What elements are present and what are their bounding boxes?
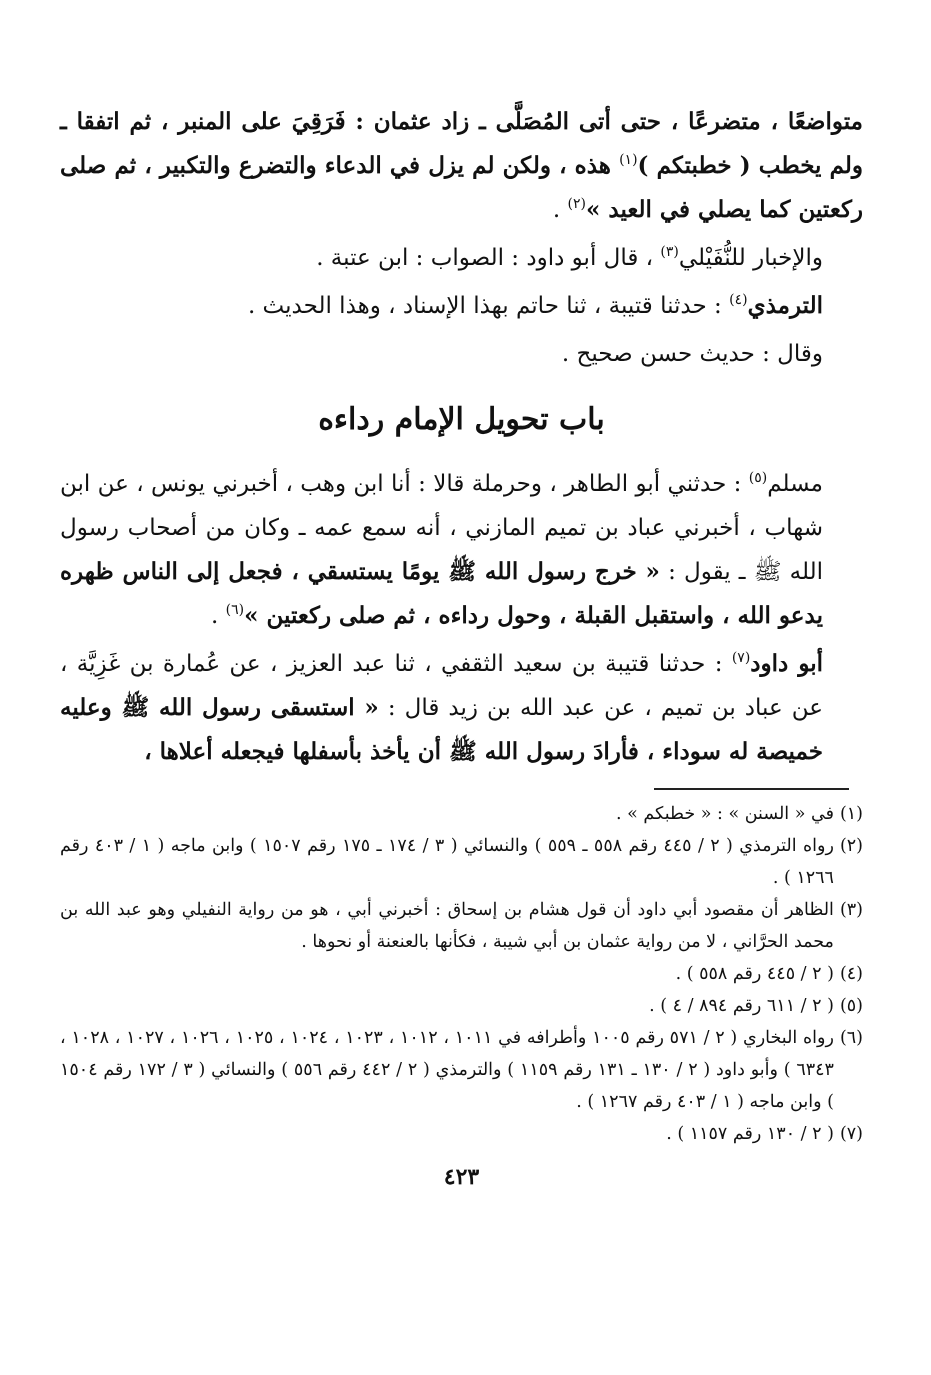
footnote <box>60 990 863 1022</box>
footnote-text: في « السنن » : « خطبكم » . <box>616 804 834 824</box>
footnotes-section <box>60 798 863 1150</box>
footnote-ref-3[interactable]: (٣) <box>660 244 679 260</box>
footnote-number: (٦) <box>839 1028 863 1048</box>
footnote-ref-1[interactable]: (١) <box>619 152 638 168</box>
text: : حدثنا قتيبة ، ثنا حاتم بهذا الإسناد ، وهذا الحديث . <box>247 293 730 319</box>
footnote-text: رواه البخاري ( ٢ / ٥٧١ رقم ١٠٠٥ وأطرافه في ١٠١١ ، ١٠١٢ ، ١٠٢٣ ، ١٠٢٤ ، ١٠٢٥ ، ١٠٢٦ ، ١٠٢٧ ، ١٠٢٨ ، ٦٣٤٣ ) وأبو داود ( ٢ / ١٣٠ ـ ١٣١ رقم ١١٥٩ ) والترمذي ( ٢ / ٤٤٢ رقم ٥٥٦ ) والنسائي ( ٣ / ١٧٢ رقم ١٥٠٤ ) وابن ماجه ( ١ / ٤٠٣ رقم ١٢٦٧ ) . <box>60 1028 834 1112</box>
footnote-ref-2[interactable]: (٢) <box>567 196 586 212</box>
footnote-number: (٣) <box>839 900 863 920</box>
footnote-ref-7[interactable]: (٧) <box>731 650 751 666</box>
footnote <box>60 1118 863 1150</box>
source-name: مسلم <box>767 471 823 497</box>
hadith-text: متواضعًا ، متضرعًا ، حتى أتى المُصَلَّى ـ زاد عثمان : فَرَقِيَ على المنبر ، ثم اتفقا ـ ولم يخطب ( خطبتكم ) <box>60 108 864 179</box>
paragraph-muslim <box>60 462 863 638</box>
footnote <box>60 1022 863 1118</box>
hadith-text-cont: هذه ، ولكن لم يزل في الدعاء والتضرع والتكبير ، ثم صلى ركعتين كما يصلي في العيد » <box>60 152 863 223</box>
footnote-ref-4[interactable]: (٤) <box>729 292 748 308</box>
footnote-number: (٧) <box>839 1124 863 1144</box>
hadith-matn: « خرج رسول الله ﷺ يومًا يستسقي ، فجعل إلى الناس ظهره يدعو الله ، واستقبل القبلة ، وحول رداءه ، ثم صلى ركعتين » <box>60 558 823 629</box>
isnad-text: : حدثني أبو الطاهر ، وحرملة قالا : أنا ابن وهب ، أخبرني يونس ، عن ابن شهاب ، أخبرني عباد بن تميم المازني ، أنه سمع عمه ـ وكان من أصحاب رسول الله ﷺ ـ يقول : <box>60 471 823 585</box>
isnad-text: : حدثنا قتيبة بن سعيد الثقفي ، ثنا عبد العزيز ، عن عُمارة بن غَزِيَّة ، عن عباد بن تميم ، عن عبد الله بن زيد قال : <box>60 651 823 721</box>
footnote-ref-6[interactable]: (٦) <box>225 602 245 618</box>
text: والإخبار للنُّفَيْلي <box>678 245 823 271</box>
footnote-text: ( ٢ / ٤٤٥ رقم ٥٥٨ ) . <box>675 964 834 984</box>
paragraph-grading <box>60 332 863 376</box>
footnote-text: الظاهر أن مقصود أبي داود أن قول هشام بن إسحاق : أخبرني أبي ، هو من رواية النفيلي وهو عبد الله بن محمد الحرَّاني ، لا من رواية عثمان بن أبي شيبة ، فكأنها بالعنعنة أو نحوها . <box>60 900 834 952</box>
footnote <box>60 830 863 894</box>
sentence-end: . <box>211 603 226 629</box>
footnote-text: ( ٢ / ٦١١ رقم ٨٩٤ / ٤ ) . <box>649 996 834 1016</box>
footnote-number: (٥) <box>839 996 863 1016</box>
text: وقال : حديث حسن صحيح . <box>561 341 823 367</box>
chapter-heading: باب تحويل الإمام رداءه <box>318 402 605 437</box>
source-name: الترمذي <box>747 292 823 319</box>
hadith-matn: « استسقى رسول الله ﷺ وعليه خميصة له سوداء ، فأرادَ رسول الله ﷺ أن يأخذ بأسفلها فيجعله أعلاها ، <box>60 694 823 765</box>
footnote-number: (٢) <box>839 836 863 856</box>
source-name: أبو داود <box>750 650 823 677</box>
paragraph-tirmidhi <box>60 284 863 328</box>
footnote-number: (٤) <box>839 964 863 984</box>
text: ، قال أبو داود : الصواب : ابن عتبة . <box>316 245 661 271</box>
footnote <box>60 958 863 990</box>
footnote-ref-5[interactable]: (٥) <box>748 470 768 486</box>
footnote-text: ( ٢ / ١٣٠ رقم ١١٥٧ ) . <box>666 1124 834 1144</box>
footnote <box>60 798 863 830</box>
paragraph-abu-dawud <box>60 642 863 774</box>
footnote-number: (١) <box>839 804 863 824</box>
paragraph-nufayli-note <box>60 236 863 280</box>
footnote-text: رواه الترمذي ( ٢ / ٤٤٥ رقم ٥٥٨ ـ ٥٥٩ ) والنسائي ( ٣ / ١٧٤ ـ ١٧٥ رقم ١٥٠٧ ) وابن ماجه ( ١ / ٤٠٣ رقم ١٢٦٦ ) . <box>60 836 834 888</box>
paragraph-hadith-continuation <box>60 100 863 232</box>
footnote-divider <box>654 788 849 790</box>
sentence-end: . <box>552 197 568 223</box>
page-number: ٤٢٣ <box>443 1164 480 1190</box>
footnote <box>60 894 863 958</box>
